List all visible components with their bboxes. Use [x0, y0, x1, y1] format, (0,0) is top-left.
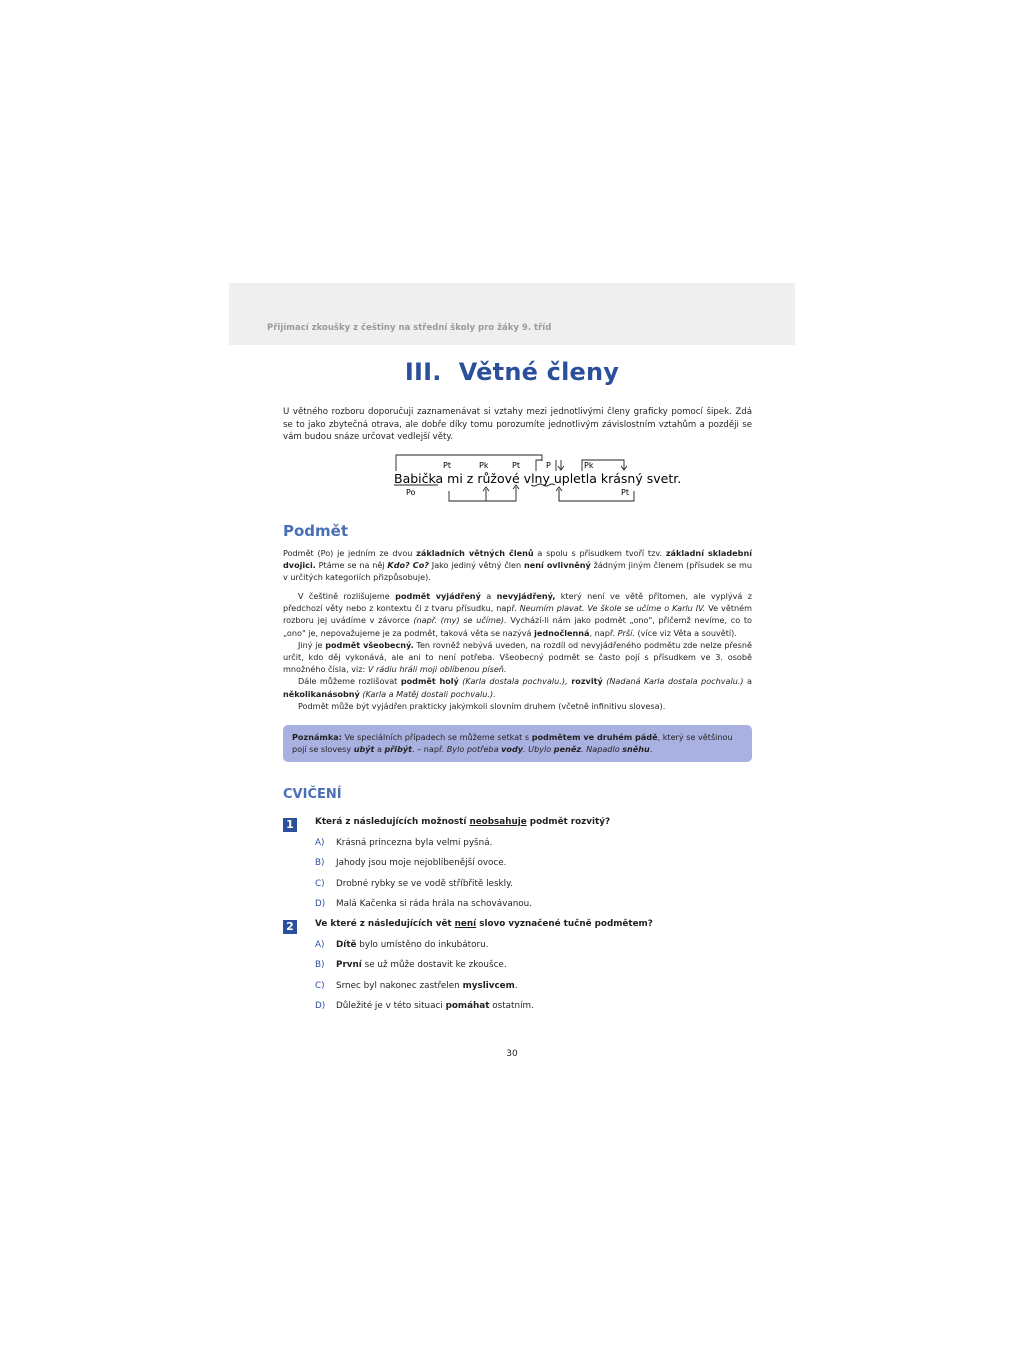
- paragraph-1: Podmět (Po) je jedním ze dvou základních větných členů a spolu s přísudkem tvoří tzv. základní skladební dvojici. Ptáme se na něj Kdo? Co? Jako jediný větný člen není ovlivněný žádným jiným členem (přísudek se mu v určitých kategoriích přizpůsobuje).: [283, 548, 753, 583]
- arrow-po-p: [396, 455, 542, 471]
- body-text-block-1: [283, 547, 752, 584]
- q1-option-b[interactable]: B) Jahody jsou moje nejoblíbenější ovoce.: [315, 858, 507, 868]
- sentence-diagram: [386, 449, 682, 513]
- label-po: Po: [406, 488, 416, 497]
- label-pk-1: Pk: [479, 461, 489, 470]
- label-p: P: [546, 461, 551, 470]
- question-1-text: Která z následujících možností neobsahuje podmět rozvitý?: [315, 817, 611, 827]
- q2-option-a[interactable]: A) Dítě bylo umístěno do inkubátoru.: [315, 940, 489, 950]
- exercises-heading: CVIČENÍ: [283, 787, 342, 802]
- body-text-block-2: [283, 590, 752, 712]
- q1-option-c[interactable]: C) Drobné rybky se ve vodě stříbřitě leskly.: [315, 879, 513, 889]
- running-header-text: Přijímací zkoušky z češtiny na střední školy pro žáky 9. tříd: [267, 323, 552, 333]
- question-2-text: Ve které z následujících vět není slovo vyznačené tučně podmětem?: [315, 919, 653, 929]
- q2-option-c[interactable]: C) Srnec byl nakonec zastřelen myslivcem.: [315, 981, 518, 991]
- q1-option-a[interactable]: A) Krásná princezna byla velmi pyšná.: [315, 838, 493, 848]
- running-header: [229, 283, 795, 345]
- chapter-name: Větné členy: [458, 358, 620, 386]
- q2-option-d[interactable]: D) Důležité je v této situaci pomáhat ostatním.: [315, 1001, 534, 1011]
- word-upletla: upletla: [553, 471, 597, 486]
- words-end: krásný svetr.: [596, 471, 682, 486]
- word-babicka: Babička: [394, 471, 444, 486]
- label-pt-1: Pt: [443, 461, 451, 470]
- label-pt-3: Pt: [621, 488, 629, 497]
- section-heading: Podmět: [283, 522, 349, 540]
- question-number-badge: 1: [283, 818, 297, 832]
- question-number-badge: 2: [283, 920, 297, 934]
- diagram-sentence: [394, 471, 681, 486]
- paragraph-5: Podmět může být vyjádřen prakticky jakýmkoli slovním druhem (včetně infinitivu slovesa).: [298, 700, 666, 711]
- diagram-arrows: [386, 449, 682, 509]
- page-number: 30: [506, 1049, 518, 1059]
- intro-paragraph: U větného rozboru doporučuji zaznamenávat si vztahy mezi jednotlivými členy graficky pomocí šipek. Zdá se to jako zbytečná otrava, ale dobře díky tomu porozumíte jednotlivým závislostním vztahům a později se vám budou snáze určovat vedlejší věty.: [283, 407, 752, 442]
- q2-option-b[interactable]: B) První se už může dostavit ke zkoušce.: [315, 960, 507, 970]
- words-middle: mi z růžové vlny: [443, 471, 554, 486]
- note-label: Poznámka:: [292, 732, 342, 742]
- chapter-number: III.: [404, 358, 442, 386]
- paragraph-4: Dále můžeme rozlišovat podmět holý (Karla dostala pochvalu.), rozvitý (Nadaná Karla dostala pochvalu.) a několikanásobný (Karla a Matěj dostali pochvalu.).: [283, 676, 753, 699]
- note-box: Poznámka: Ve speciálních případech se můžeme setkat s podmětem ve druhém pádě, který se většinou pojí se slovesy ubýt a přibýt. – např. Bylo potřeba vody. Ubylo peněz. Napadlo sněhu.: [283, 725, 752, 762]
- label-pt-2: Pt: [512, 461, 520, 470]
- arrow-bottom-left: [449, 487, 516, 501]
- paragraph-3: Jiný je podmět všeobecný. Ten rovněž nebývá uveden, na rozdíl od nevyjádřeného podmětu zde nelze přesně určit, kdo děj vykonává, ale ani to není potřeba. Všeobecný podmět se často pojí s přísudkem ve 3. osobě množného čísla, viz: V rádiu hráli moji oblíbenou píseň.: [283, 639, 752, 675]
- q1-option-d[interactable]: D) Malá Kačenka si ráda hrála na schovávanou.: [315, 899, 533, 909]
- chapter-title: [0, 358, 1024, 386]
- paragraph-2: V češtině rozlišujeme podmět vyjádřený a nevyjádřený, který není ve větě přítomen, ale vyplývá z předchozí věty nebo z kontextu či z tvaru přísudku, např. Neumím plavat. Ve škole se učíme o Karlu IV. Ve větném rozboru jej uvádíme v závorce (např. (my) se učíme). Vychází-li nám jako podmět „ono", přičemž nevíme, co to „ono" je, nepovažujeme je za podmět, taková věta se nazývá jednočlenná, např. Prší. (více viz Věta a souvětí).: [283, 591, 753, 638]
- label-pk-2: Pk: [584, 461, 594, 470]
